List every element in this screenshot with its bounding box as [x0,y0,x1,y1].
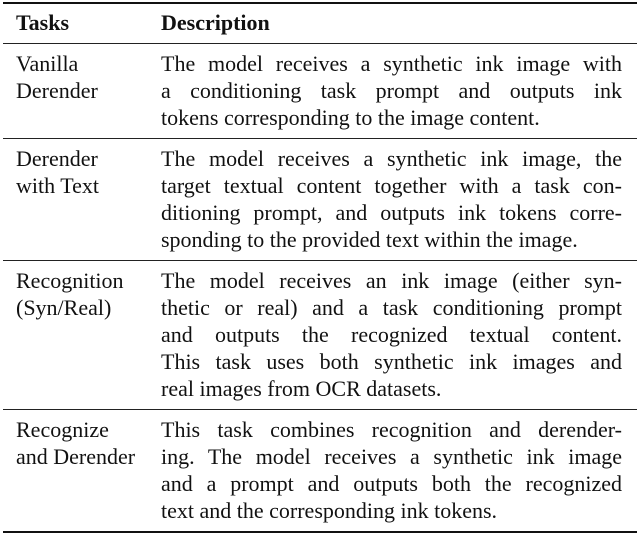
task-name-line: Vanilla [16,51,79,76]
description-line: a conditioning task prompt and outputs ink [161,78,622,103]
task-name-line: (Syn/Real) [16,295,112,320]
table-row [3,44,637,139]
table-row [3,410,637,531]
task-name-line: Recognize [16,417,109,442]
header-description: Description [161,10,270,35]
description-line: target textual content together with a task con- [161,173,622,198]
description-line: ditioning prompt, and outputs ink tokens corre- [161,200,622,225]
table-row [3,261,637,410]
description-line: and outputs the recognized textual content. [161,322,622,347]
description-line: This task combines recognition and derender- [161,417,622,442]
task-description-cell [161,410,622,531]
table-row [3,139,637,261]
task-name-line: and Derender [16,444,136,469]
description-line: The model receives a synthetic ink image, the [161,146,622,171]
task-name-cell [3,410,161,531]
task-description-cell [161,139,622,260]
tasks-table [3,2,637,533]
description-line: and a prompt and outputs both the recognized [161,471,622,496]
task-description-cell [161,261,622,409]
task-name-cell [3,261,161,409]
task-name-cell [3,44,161,138]
header-tasks: Tasks [16,10,70,35]
task-name-line: Derender [16,146,98,171]
description-line: tokens corresponding to the image content. [161,105,540,130]
description-line: The model receives an ink image (either syn- [161,268,622,293]
description-line: This task uses both synthetic ink images and [161,349,622,374]
task-name-line: with Text [16,173,99,198]
description-line: ing. The model receives a synthetic ink image [161,444,622,469]
description-line: The model receives a synthetic ink image with [161,51,622,76]
table-header-row [3,4,637,44]
description-line: thetic or real) and a task conditioning prompt [161,295,622,320]
description-line: real images from OCR datasets. [161,376,442,401]
description-line: sponding to the provided text within the image. [161,227,578,252]
task-name-line: Recognition [16,268,124,293]
task-description-cell [161,44,622,138]
description-line: text and the corresponding ink tokens. [161,498,498,523]
task-name-cell [3,139,161,260]
task-name-line: Derender [16,78,98,103]
